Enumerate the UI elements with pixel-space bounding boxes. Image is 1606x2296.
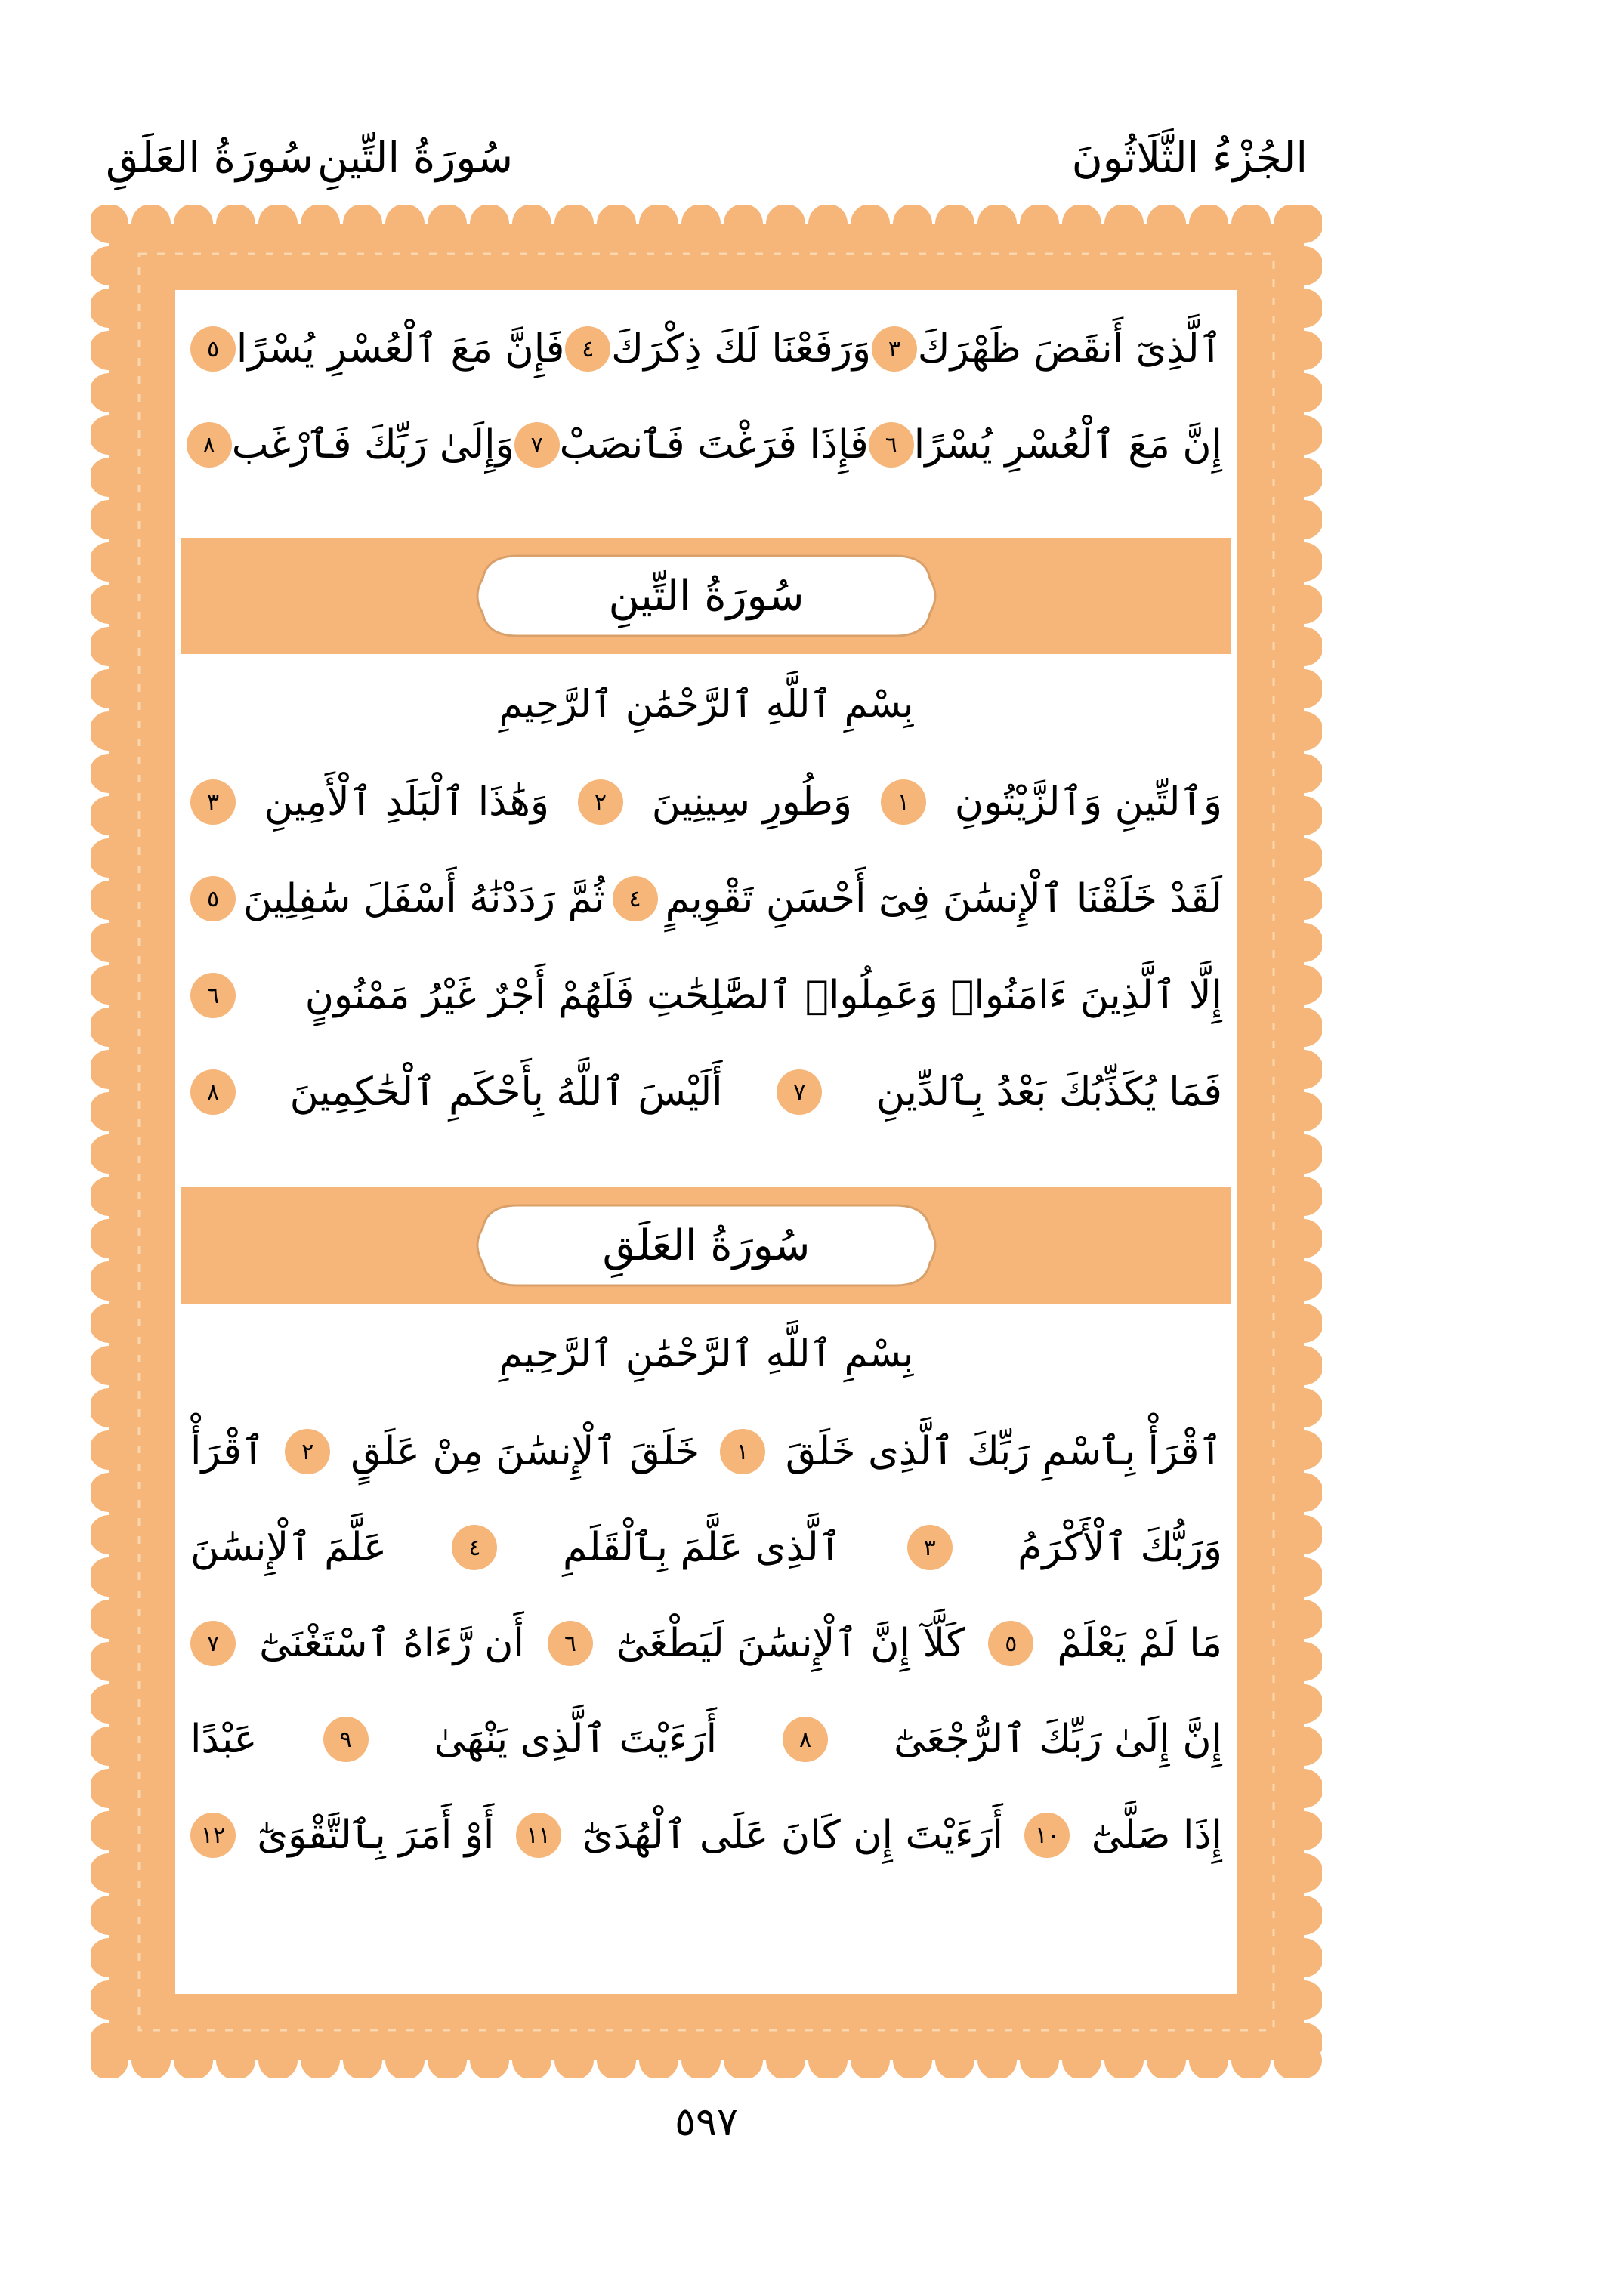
verse-text: ٱلَّذِىٓ أَنقَضَ ظَهْرَكَ <box>917 326 1222 372</box>
verse-line <box>190 403 1222 486</box>
verse-text: وَرَبُّكَ ٱلْأَكْرَمُ <box>1018 1525 1222 1570</box>
page-frame <box>91 205 1322 2078</box>
ayah-marker: ٢ <box>285 1429 330 1474</box>
ayah-marker: ٨ <box>190 1069 236 1115</box>
ayah-marker: ٤ <box>452 1525 497 1570</box>
page-number: ٥٩٧ <box>675 2100 738 2145</box>
ayah-marker: ٤ <box>613 876 658 921</box>
verse-line <box>190 307 1222 390</box>
juz-label: الجُزْءُ الثَّلَاثُونَ <box>1071 134 1308 183</box>
surah-title: سُورَةُ العَلَقِ <box>602 1221 811 1270</box>
verse-text: فَمَا يُكَذِّبُكَ بَعْدُ بِٱلدِّينِ <box>876 1069 1222 1115</box>
verse-text: وَإِلَىٰ رَبِّكَ فَٱرْغَب <box>231 422 514 468</box>
ayah-marker: ١ <box>881 779 926 825</box>
ayah-marker: ٥ <box>988 1621 1033 1666</box>
verse-text: عَلَّمَ ٱلْإِنسَٰنَ <box>190 1525 387 1570</box>
verse-line <box>190 1051 1222 1134</box>
ayah-marker: ٥ <box>190 876 236 921</box>
verse-line <box>190 954 1222 1037</box>
verse-text: أَرَءَيْتَ إِن كَانَ عَلَى ٱلْهُدَىٰٓ <box>582 1813 1004 1858</box>
bismillah: بِسْمِ ٱللَّهِ ٱلرَّحْمَٰنِ ٱلرَّحِيمِ <box>499 1332 914 1375</box>
ayah-marker: ٣ <box>872 326 917 372</box>
surah-banner-tin <box>181 538 1231 654</box>
verse-line <box>190 857 1222 940</box>
verse-text: فَإِنَّ مَعَ ٱلْعُسْرِ يُسْرًا <box>236 326 565 372</box>
ayah-marker: ٢ <box>578 779 623 825</box>
verse-text: إِذَا صَلَّىٰٓ <box>1091 1813 1222 1858</box>
verse-line <box>190 1794 1222 1877</box>
verse-text: كَلَّآ إِنَّ ٱلْإِنسَٰنَ لَيَطْغَىٰٓ <box>616 1621 965 1666</box>
ayah-marker: ٦ <box>190 973 236 1018</box>
verse-text: وَٱلتِّينِ وَٱلزَّيْتُونِ <box>954 779 1222 825</box>
verse-text: أَوْ أَمَرَ بِٱلتَّقْوَىٰٓ <box>257 1813 495 1858</box>
ayah-marker: ١٠ <box>1024 1813 1070 1858</box>
surah-title: سُورَةُ التِّينِ <box>608 571 805 621</box>
verse-text: إِلَّا ٱلَّذِينَ ءَامَنُوا۟ وَعَمِلُوا۟ ٱلصَّٰلِحَٰتِ فَلَهُمْ أَجْرٌ غَيْرُ مَمْنُونٍ <box>304 973 1222 1018</box>
ayah-marker: ٦ <box>869 422 914 468</box>
verse-text: ٱقْرَأْ بِٱسْمِ رَبِّكَ ٱلَّذِى خَلَقَ <box>785 1429 1222 1474</box>
ayah-marker: ٨ <box>187 422 232 468</box>
ayah-marker: ٦ <box>548 1621 593 1666</box>
verse-text: إِنَّ مَعَ ٱلْعُسْرِ يُسْرًا <box>913 422 1222 468</box>
verse-text: ٱقْرَأْ <box>190 1429 265 1474</box>
verse-text: خَلَقَ ٱلْإِنسَٰنَ مِنْ عَلَقٍ <box>351 1429 700 1474</box>
verse-text: وَرَفَعْنَا لَكَ ذِكْرَكَ <box>611 326 872 372</box>
verse-text: ٱلَّذِى عَلَّمَ بِٱلْقَلَمِ <box>563 1525 842 1570</box>
verse-text: وَهَٰذَا ٱلْبَلَدِ ٱلْأَمِينِ <box>264 779 550 825</box>
ayah-marker: ٣ <box>907 1525 953 1570</box>
ayah-marker: ٣ <box>190 779 236 825</box>
verse-text: عَبْدًا <box>190 1717 258 1762</box>
verse-text: أَلَيْسَ ٱللَّهُ بِأَحْكَمِ ٱلْحَٰكِمِينَ <box>289 1069 723 1115</box>
verse-text: وَطُورِ سِينِينَ <box>651 779 852 825</box>
ayah-marker: ٥ <box>190 326 236 372</box>
surah-label-alaq: سُورَةُ العَلَقِ <box>106 134 313 183</box>
verse-line <box>190 1410 1222 1493</box>
ayah-marker: ٩ <box>323 1717 369 1762</box>
ayah-marker: ٨ <box>783 1717 828 1762</box>
verse-line <box>190 1698 1222 1781</box>
verse-line <box>190 1506 1222 1589</box>
verse-text: إِنَّ إِلَىٰ رَبِّكَ ٱلرُّجْعَىٰٓ <box>894 1717 1222 1762</box>
verse-line <box>190 1602 1222 1685</box>
ayah-marker: ٧ <box>190 1621 236 1666</box>
ayah-marker: ٤ <box>565 326 610 372</box>
ayah-marker: ٧ <box>514 422 560 468</box>
ayah-marker: ١١ <box>516 1813 561 1858</box>
running-header <box>0 113 1606 196</box>
ayah-marker: ٧ <box>777 1069 822 1115</box>
surah-label-tin: سُورَةُ التِّينِ <box>317 134 514 183</box>
surah-banner-alaq <box>181 1187 1231 1304</box>
verse-text: ثُمَّ رَدَدْنَٰهُ أَسْفَلَ سَٰفِلِينَ <box>243 876 605 921</box>
verse-text: أَرَءَيْتَ ٱلَّذِى يَنْهَىٰ <box>434 1717 718 1762</box>
verse-text: أَن رَّءَاهُ ٱسْتَغْنَىٰٓ <box>259 1621 524 1666</box>
verse-text: لَقَدْ خَلَقْنَا ٱلْإِنسَٰنَ فِىٓ أَحْسَنِ تَقْوِيمٍ <box>665 876 1222 921</box>
ayah-marker: ١٢ <box>190 1813 236 1858</box>
ayah-marker: ١ <box>720 1429 765 1474</box>
verse-text: مَا لَمْ يَعْلَمْ <box>1057 1621 1222 1666</box>
bismillah: بِسْمِ ٱللَّهِ ٱلرَّحْمَٰنِ ٱلرَّحِيمِ <box>499 682 914 726</box>
verse-text: فَإِذَا فَرَغْتَ فَٱنصَبْ <box>559 422 869 468</box>
verse-line <box>190 761 1222 844</box>
